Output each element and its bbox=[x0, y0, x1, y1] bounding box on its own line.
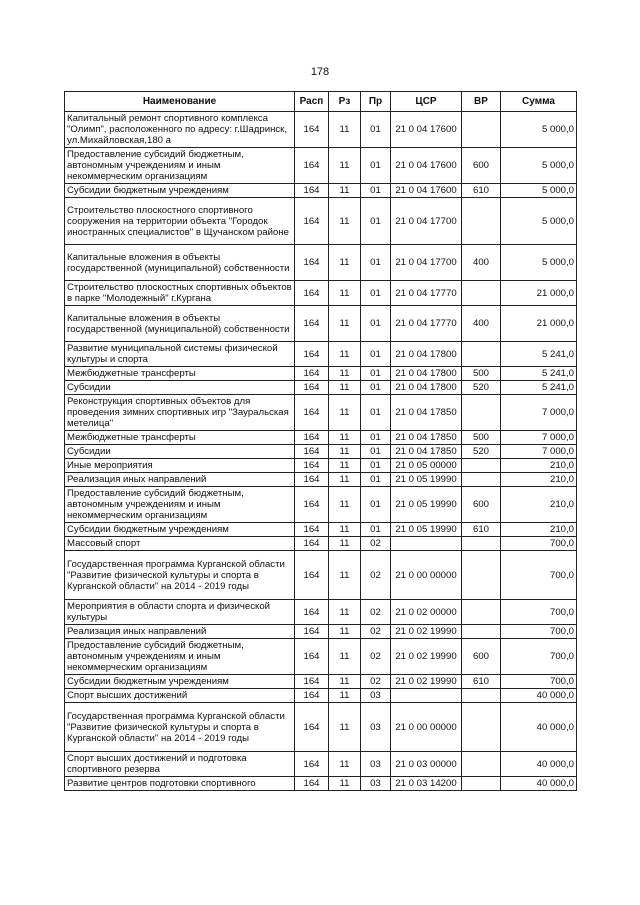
row-rz: 11 bbox=[329, 639, 361, 675]
row-name: Строительство плоскостного спортивного сооружения на территории объекта "Городок иностранных специалистов" в Щучанском районе bbox=[65, 198, 295, 245]
row-rasp: 164 bbox=[295, 625, 329, 639]
table-row bbox=[65, 112, 577, 148]
row-rasp: 164 bbox=[295, 281, 329, 306]
row-sum: 5 000,0 bbox=[501, 112, 577, 148]
row-csr: 21 0 04 17600 bbox=[391, 148, 462, 184]
row-pr: 03 bbox=[361, 703, 391, 752]
row-name: Реализация иных направлений bbox=[65, 625, 295, 639]
row-vr bbox=[462, 777, 501, 791]
row-rz: 11 bbox=[329, 752, 361, 777]
row-sum: 700,0 bbox=[501, 625, 577, 639]
table-row bbox=[65, 675, 577, 689]
row-rz: 11 bbox=[329, 184, 361, 198]
row-pr: 02 bbox=[361, 551, 391, 600]
header-rasp: Расп bbox=[295, 92, 329, 112]
row-vr: 520 bbox=[462, 381, 501, 395]
row-rasp: 164 bbox=[295, 487, 329, 523]
table-row bbox=[65, 431, 577, 445]
row-vr bbox=[462, 473, 501, 487]
row-rz: 11 bbox=[329, 689, 361, 703]
row-vr: 400 bbox=[462, 245, 501, 281]
row-name: Предоставление субсидий бюджетным, автономным учреждениям и иным некоммерческим организациям bbox=[65, 639, 295, 675]
row-rasp: 164 bbox=[295, 551, 329, 600]
row-rz: 11 bbox=[329, 381, 361, 395]
row-pr: 02 bbox=[361, 600, 391, 625]
row-sum: 5 000,0 bbox=[501, 245, 577, 281]
row-pr: 01 bbox=[361, 148, 391, 184]
table-row bbox=[65, 281, 577, 306]
row-csr: 21 0 05 19990 bbox=[391, 487, 462, 523]
row-vr bbox=[462, 689, 501, 703]
row-vr bbox=[462, 112, 501, 148]
row-rz: 11 bbox=[329, 487, 361, 523]
table-row bbox=[65, 459, 577, 473]
row-rz: 11 bbox=[329, 395, 361, 431]
row-name: Межбюджетные трансферты bbox=[65, 367, 295, 381]
row-name: Реконструкция спортивных объектов для проведения зимних спортивных игр "Зауральская метелица" bbox=[65, 395, 295, 431]
row-pr: 01 bbox=[361, 381, 391, 395]
row-pr: 01 bbox=[361, 281, 391, 306]
row-csr: 21 0 04 17850 bbox=[391, 445, 462, 459]
header-csr: ЦСР bbox=[391, 92, 462, 112]
row-name: Капитальный ремонт спортивного комплекса "Олимп", расположенного по адресу: г.Шадринск, ул.Михайловская,180 а bbox=[65, 112, 295, 148]
table-row bbox=[65, 689, 577, 703]
row-vr bbox=[462, 703, 501, 752]
row-rz: 11 bbox=[329, 777, 361, 791]
row-vr: 500 bbox=[462, 367, 501, 381]
row-pr: 01 bbox=[361, 431, 391, 445]
row-sum: 7 000,0 bbox=[501, 431, 577, 445]
row-vr bbox=[462, 459, 501, 473]
row-sum: 7 000,0 bbox=[501, 395, 577, 431]
row-sum: 700,0 bbox=[501, 537, 577, 551]
row-pr: 03 bbox=[361, 752, 391, 777]
row-rasp: 164 bbox=[295, 148, 329, 184]
row-rz: 11 bbox=[329, 367, 361, 381]
table-row bbox=[65, 487, 577, 523]
row-pr: 03 bbox=[361, 689, 391, 703]
row-rasp: 164 bbox=[295, 245, 329, 281]
row-pr: 02 bbox=[361, 537, 391, 551]
row-rasp: 164 bbox=[295, 306, 329, 342]
table-row bbox=[65, 537, 577, 551]
row-pr: 01 bbox=[361, 487, 391, 523]
row-sum: 40 000,0 bbox=[501, 689, 577, 703]
table-row bbox=[65, 703, 577, 752]
table-header-row bbox=[65, 92, 577, 112]
row-name: Капитальные вложения в объекты государственной (муниципальной) собственности bbox=[65, 306, 295, 342]
row-rz: 11 bbox=[329, 306, 361, 342]
row-rz: 11 bbox=[329, 675, 361, 689]
table-row bbox=[65, 367, 577, 381]
row-vr bbox=[462, 625, 501, 639]
row-name: Межбюджетные трансферты bbox=[65, 431, 295, 445]
page-number: 178 bbox=[310, 66, 330, 78]
row-vr bbox=[462, 198, 501, 245]
row-vr: 610 bbox=[462, 184, 501, 198]
row-name: Мероприятия в области спорта и физической культуры bbox=[65, 600, 295, 625]
row-rz: 11 bbox=[329, 148, 361, 184]
row-pr: 01 bbox=[361, 473, 391, 487]
row-csr: 21 0 04 17700 bbox=[391, 198, 462, 245]
row-pr: 03 bbox=[361, 777, 391, 791]
row-rz: 11 bbox=[329, 600, 361, 625]
row-pr: 01 bbox=[361, 306, 391, 342]
header-pr: Пр bbox=[361, 92, 391, 112]
row-csr: 21 0 03 14200 bbox=[391, 777, 462, 791]
row-rz: 11 bbox=[329, 703, 361, 752]
row-pr: 01 bbox=[361, 367, 391, 381]
budget-table bbox=[64, 91, 577, 791]
row-vr bbox=[462, 752, 501, 777]
table-row bbox=[65, 184, 577, 198]
row-vr: 400 bbox=[462, 306, 501, 342]
row-pr: 01 bbox=[361, 245, 391, 281]
row-sum: 5 000,0 bbox=[501, 148, 577, 184]
row-rasp: 164 bbox=[295, 112, 329, 148]
row-vr bbox=[462, 551, 501, 600]
row-vr: 610 bbox=[462, 523, 501, 537]
row-rasp: 164 bbox=[295, 459, 329, 473]
row-name: Предоставление субсидий бюджетным, автономным учреждениям и иным некоммерческим организациям bbox=[65, 487, 295, 523]
row-rz: 11 bbox=[329, 625, 361, 639]
row-pr: 01 bbox=[361, 112, 391, 148]
row-csr: 21 0 04 17800 bbox=[391, 342, 462, 367]
row-pr: 02 bbox=[361, 675, 391, 689]
row-vr bbox=[462, 342, 501, 367]
row-pr: 01 bbox=[361, 523, 391, 537]
row-rasp: 164 bbox=[295, 395, 329, 431]
row-pr: 02 bbox=[361, 639, 391, 675]
row-csr: 21 0 04 17800 bbox=[391, 381, 462, 395]
row-sum: 21 000,0 bbox=[501, 281, 577, 306]
header-vr: ВР bbox=[462, 92, 501, 112]
row-sum: 5 241,0 bbox=[501, 342, 577, 367]
row-rasp: 164 bbox=[295, 198, 329, 245]
row-vr bbox=[462, 395, 501, 431]
row-name: Субсидии бюджетным учреждениям bbox=[65, 184, 295, 198]
row-rasp: 164 bbox=[295, 184, 329, 198]
row-rz: 11 bbox=[329, 473, 361, 487]
row-sum: 5 000,0 bbox=[501, 184, 577, 198]
row-rz: 11 bbox=[329, 112, 361, 148]
row-rz: 11 bbox=[329, 523, 361, 537]
row-csr: 21 0 05 19990 bbox=[391, 473, 462, 487]
row-pr: 01 bbox=[361, 184, 391, 198]
row-rz: 11 bbox=[329, 245, 361, 281]
row-rasp: 164 bbox=[295, 675, 329, 689]
row-csr bbox=[391, 537, 462, 551]
row-name: Спорт высших достижений bbox=[65, 689, 295, 703]
row-rasp: 164 bbox=[295, 752, 329, 777]
row-rz: 11 bbox=[329, 459, 361, 473]
row-name: Развитие муниципальной системы физической культуры и спорта bbox=[65, 342, 295, 367]
row-csr: 21 0 05 19990 bbox=[391, 523, 462, 537]
row-csr: 21 0 00 00000 bbox=[391, 551, 462, 600]
table-row bbox=[65, 523, 577, 537]
row-sum: 5 241,0 bbox=[501, 367, 577, 381]
table-row bbox=[65, 625, 577, 639]
row-rasp: 164 bbox=[295, 367, 329, 381]
row-vr: 600 bbox=[462, 639, 501, 675]
row-csr: 21 0 04 17600 bbox=[391, 184, 462, 198]
row-csr: 21 0 04 17850 bbox=[391, 395, 462, 431]
row-vr bbox=[462, 600, 501, 625]
row-rz: 11 bbox=[329, 537, 361, 551]
row-name: Государственная программа Курганской области "Развитие физической культуры и спорта в Курганской области" на 2014 - 2019 годы bbox=[65, 703, 295, 752]
row-vr: 600 bbox=[462, 148, 501, 184]
row-csr: 21 0 04 17850 bbox=[391, 431, 462, 445]
row-vr bbox=[462, 537, 501, 551]
row-rasp: 164 bbox=[295, 431, 329, 445]
row-vr: 520 bbox=[462, 445, 501, 459]
row-sum: 7 000,0 bbox=[501, 445, 577, 459]
table-row bbox=[65, 198, 577, 245]
header-sum: Сумма bbox=[501, 92, 577, 112]
row-sum: 5 000,0 bbox=[501, 198, 577, 245]
row-vr bbox=[462, 281, 501, 306]
row-rz: 11 bbox=[329, 342, 361, 367]
row-rasp: 164 bbox=[295, 381, 329, 395]
row-name: Государственная программа Курганской области "Развитие физической культуры и спорта в Курганской области" на 2014 - 2019 годы bbox=[65, 551, 295, 600]
table-row bbox=[65, 551, 577, 600]
row-name: Спорт высших достижений и подготовка спортивного резерва bbox=[65, 752, 295, 777]
row-rz: 11 bbox=[329, 445, 361, 459]
row-sum: 210,0 bbox=[501, 473, 577, 487]
row-rasp: 164 bbox=[295, 523, 329, 537]
row-csr: 21 0 02 19990 bbox=[391, 625, 462, 639]
row-csr: 21 0 04 17700 bbox=[391, 245, 462, 281]
row-csr: 21 0 03 00000 bbox=[391, 752, 462, 777]
table-body bbox=[65, 112, 577, 791]
row-pr: 01 bbox=[361, 445, 391, 459]
table-row bbox=[65, 245, 577, 281]
row-vr: 600 bbox=[462, 487, 501, 523]
row-rasp: 164 bbox=[295, 703, 329, 752]
row-name: Строительство плоскостных спортивных объектов в парке "Молодежный" г.Кургана bbox=[65, 281, 295, 306]
row-vr: 610 bbox=[462, 675, 501, 689]
table-row bbox=[65, 600, 577, 625]
row-rasp: 164 bbox=[295, 639, 329, 675]
row-csr: 21 0 04 17770 bbox=[391, 306, 462, 342]
row-sum: 40 000,0 bbox=[501, 752, 577, 777]
row-pr: 01 bbox=[361, 198, 391, 245]
row-sum: 40 000,0 bbox=[501, 777, 577, 791]
row-sum: 210,0 bbox=[501, 459, 577, 473]
row-rasp: 164 bbox=[295, 600, 329, 625]
row-sum: 700,0 bbox=[501, 675, 577, 689]
table-row bbox=[65, 395, 577, 431]
row-name: Субсидии bbox=[65, 381, 295, 395]
row-csr: 21 0 00 00000 bbox=[391, 703, 462, 752]
row-pr: 02 bbox=[361, 625, 391, 639]
row-rz: 11 bbox=[329, 281, 361, 306]
table-row bbox=[65, 639, 577, 675]
row-sum: 700,0 bbox=[501, 551, 577, 600]
table-row bbox=[65, 752, 577, 777]
row-rz: 11 bbox=[329, 551, 361, 600]
row-csr bbox=[391, 689, 462, 703]
row-name: Реализация иных направлений bbox=[65, 473, 295, 487]
row-rasp: 164 bbox=[295, 537, 329, 551]
row-name: Субсидии бюджетным учреждениям bbox=[65, 675, 295, 689]
row-rz: 11 bbox=[329, 198, 361, 245]
row-sum: 40 000,0 bbox=[501, 703, 577, 752]
row-csr: 21 0 02 19990 bbox=[391, 675, 462, 689]
row-name: Субсидии bbox=[65, 445, 295, 459]
row-name: Предоставление субсидий бюджетным, автономным учреждениям и иным некоммерческим организациям bbox=[65, 148, 295, 184]
row-rasp: 164 bbox=[295, 445, 329, 459]
row-sum: 700,0 bbox=[501, 639, 577, 675]
row-name: Капитальные вложения в объекты государственной (муниципальной) собственности bbox=[65, 245, 295, 281]
table-row bbox=[65, 777, 577, 791]
header-rz: Рз bbox=[329, 92, 361, 112]
row-sum: 21 000,0 bbox=[501, 306, 577, 342]
row-pr: 01 bbox=[361, 459, 391, 473]
row-csr: 21 0 04 17800 bbox=[391, 367, 462, 381]
row-name: Иные мероприятия bbox=[65, 459, 295, 473]
row-sum: 210,0 bbox=[501, 487, 577, 523]
table-row bbox=[65, 306, 577, 342]
row-rasp: 164 bbox=[295, 473, 329, 487]
row-name: Субсидии бюджетным учреждениям bbox=[65, 523, 295, 537]
row-csr: 21 0 05 00000 bbox=[391, 459, 462, 473]
row-name: Массовый спорт bbox=[65, 537, 295, 551]
row-sum: 210,0 bbox=[501, 523, 577, 537]
row-rasp: 164 bbox=[295, 777, 329, 791]
table-row bbox=[65, 342, 577, 367]
row-csr: 21 0 02 00000 bbox=[391, 600, 462, 625]
row-rasp: 164 bbox=[295, 689, 329, 703]
row-csr: 21 0 02 19990 bbox=[391, 639, 462, 675]
table-row bbox=[65, 445, 577, 459]
row-pr: 01 bbox=[361, 395, 391, 431]
row-csr: 21 0 04 17770 bbox=[391, 281, 462, 306]
table-row bbox=[65, 381, 577, 395]
row-sum: 5 241,0 bbox=[501, 381, 577, 395]
row-rasp: 164 bbox=[295, 342, 329, 367]
header-name: Наименование bbox=[65, 92, 295, 112]
row-name: Развитие центров подготовки спортивного bbox=[65, 777, 295, 791]
row-rz: 11 bbox=[329, 431, 361, 445]
row-pr: 01 bbox=[361, 342, 391, 367]
table-row bbox=[65, 473, 577, 487]
row-sum: 700,0 bbox=[501, 600, 577, 625]
row-vr: 500 bbox=[462, 431, 501, 445]
table-row bbox=[65, 148, 577, 184]
row-csr: 21 0 04 17600 bbox=[391, 112, 462, 148]
